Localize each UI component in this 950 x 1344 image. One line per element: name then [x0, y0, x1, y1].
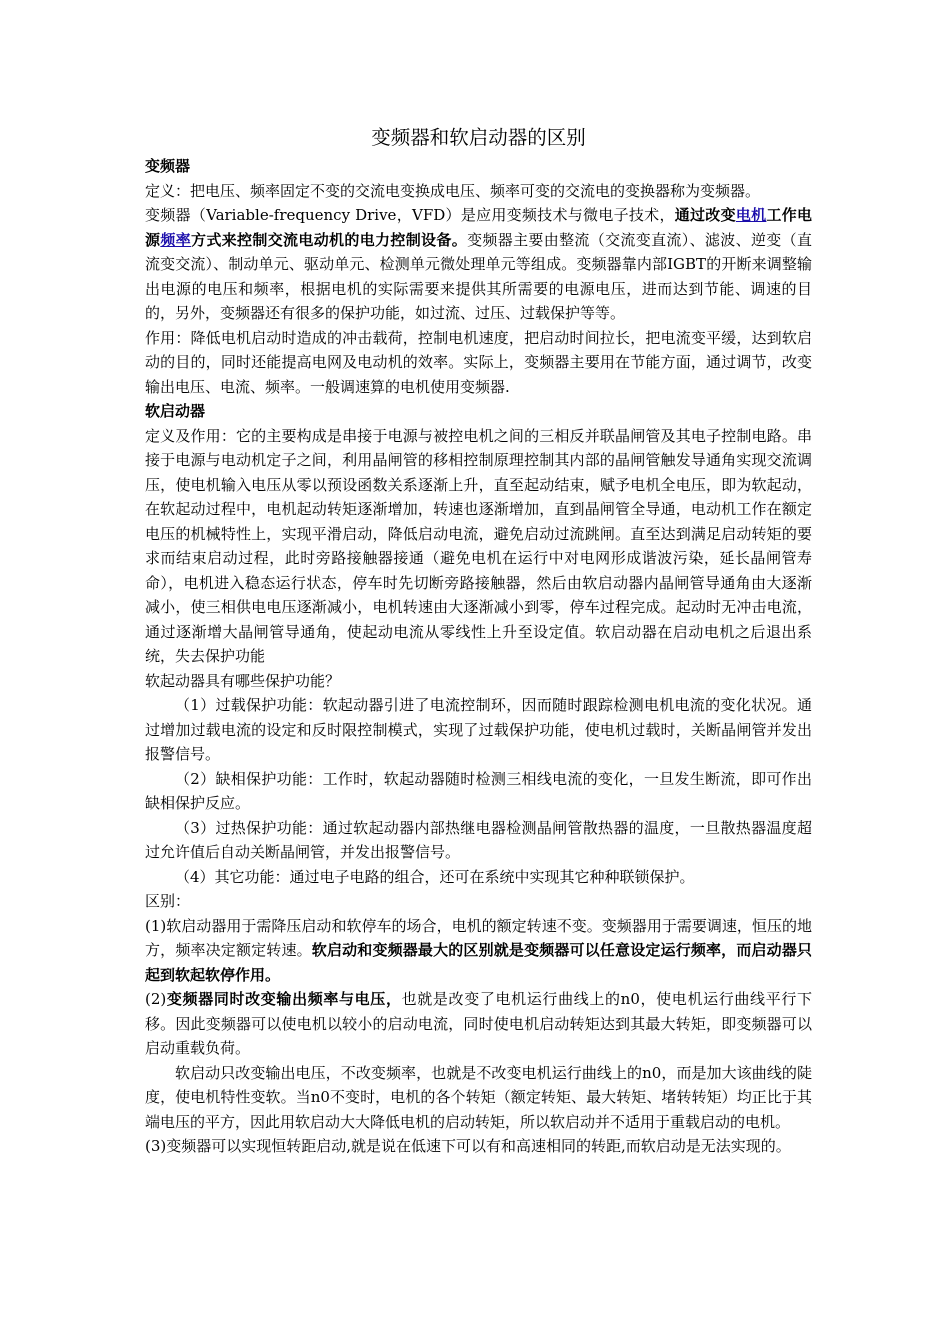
difference-2-number: (2)	[145, 990, 167, 1008]
difference-2-soft: 软启动只改变输出电压，不改变频率，也就是不改变电机运行曲线上的n0，而是加大该曲线的陡度，使电机特性变软。当n0不变时，电机的各个转矩（额定转矩、最大转矩、堵转转矩）均正比于其端电压的平方，因此用软启动大大降低电机的启动转矩，所以软启动并不适用于重载启动的电机。	[145, 1063, 812, 1131]
difference-1-bold: 软启动和变频器最大的区别就是变频器可以任意设定运行频率，而启动器只起到软起软停作用。	[145, 941, 812, 984]
vfd-intro-bold: 方式来控制交流电动机的电力控制设备。	[191, 230, 468, 249]
soft-starter-definition: 定义及作用：它的主要构成是串接于电源与被控电机之间的三相反并联晶闸管及其电子控制电路。串接于电源与电动机定子之间，利用晶闸管的移相控制原理控制其内部的晶闸管触发导通角实现交流调压，使电机输入电压从零以预设函数关系逐渐上升，直至起动结束，赋予电机全电压，即为软起动，在软起动过程中，电机起动转矩逐渐增加，转速也逐渐增加，直到晶闸管全导通，电动机工作在额定电压的机械特性上，实现平滑启动，降低启动电流，避免启动过流跳闸。直至达到满足启动转矩的要求而结束启动过程，此时旁路接触器接通（避免电机在运行中对电网形成谐波污染，延长晶闸管寿命），电机进入稳态运行状态，停车时先切断旁路接触器，然后由软启动器内晶闸管导通角由大逐渐减小，使三相供电电压逐渐减小，电机转速由大逐渐减小到零，停车过程完成。起动时无冲击电流，通过逐渐增大晶闸管导通角，使起动电流从零线性上升至设定值。软启动器在启动电机之后退出系统，失去保护功能	[145, 426, 812, 665]
difference-1-text: (1)软启动器用于需降压启动和软停车的场合，电机的额定转速不变。变频器用于需要调速，恒压的地方，频率决定额定转速。	[145, 916, 812, 959]
vfd-intro-paragraph	[145, 203, 812, 326]
difference-3: (3)变频器可以实现恒转距启动,就是说在低速下可以有和高速相同的转距,而软启动是无法实现的。	[145, 1137, 791, 1155]
protection-overheat: （3）过热保护功能：通过软起动器内部热继电器检测晶闸管散热器的温度，一旦散热器温度超过允许值后自动关断晶闸管，并发出报警信号。	[145, 818, 812, 861]
section-heading-vfd: 变频器	[145, 157, 191, 175]
vfd-function: 作用：降低电机启动时造成的冲击载荷，控制电机速度，把启动时间拉长，把电流变平缓，达到软启动的目的，同时还能提高电网及电动机的效率。实际上，变频器主要用在节能方面，通过调节，改变输出电压、电流、频率。一般调速算的电机使用变频器.	[145, 328, 812, 396]
difference-1	[145, 914, 812, 988]
vfd-intro-bold: 工作电源	[145, 206, 812, 249]
protection-overload: （1）过载保护功能：软起动器引进了电流控制环，因而随时跟踪检测电机电流的变化状况。通过增加过载电流的设定和反时限控制模式，实现了过载保护功能，使电机过载时，关断晶闸管并发出报警信号。	[145, 696, 812, 763]
link-frequency[interactable]: 频率	[160, 230, 192, 249]
link-motor[interactable]: 电机	[735, 206, 767, 224]
difference-label: 区别：	[145, 892, 191, 910]
protection-phase-loss: （2）缺相保护功能：工作时，软起动器随时检测三相线电流的变化，一旦发生断流，即可作出缺相保护反应。	[145, 769, 812, 812]
protection-other: （4）其它功能：通过电子电路的组合，还可在系统中实现其它种种联锁保护。	[175, 867, 695, 886]
difference-2-text: 也就是改变了电机运行曲线上的n0，使电机运行曲线平行下移。因此变频器可以使电机以较小的启动电流，同时使电机启动转矩达到其最大转矩，即变频器可以启动重载负荷。	[145, 990, 812, 1057]
soft-starter-question: 软起动器具有哪些保护功能？	[145, 671, 341, 690]
vfd-intro-rest: 变频器主要由整流（交流变直流）、滤波、逆变（直流变交流）、制动单元、驱动单元、检测单元微处理单元等组成。变频器靠内部IGBT的开断来调整输出电源的电压和频率，根据电机的实际需要来提供其所需要的电源电压，进而达到节能、调速的目的，另外，变频器还有很多的保护功能，如过流、过压、过载保护等等。	[145, 230, 812, 322]
difference-2-bold: 变频器同时改变输出频率与电压，	[166, 990, 402, 1008]
page-title: 变频器和软启动器的区别	[371, 126, 586, 149]
section-heading-soft-starter: 软启动器	[145, 402, 206, 420]
vfd-definition: 定义：把电压、频率固定不变的交流电变换成电压、频率可变的交流电的变换器称为变频器。	[145, 181, 761, 200]
difference-2	[145, 987, 812, 1061]
vfd-intro-bold: 通过改变	[674, 206, 736, 224]
vfd-intro-text: 变频器（Variable-frequency Drive，VFD）是应用变频技术与微电子技术，	[145, 206, 675, 224]
